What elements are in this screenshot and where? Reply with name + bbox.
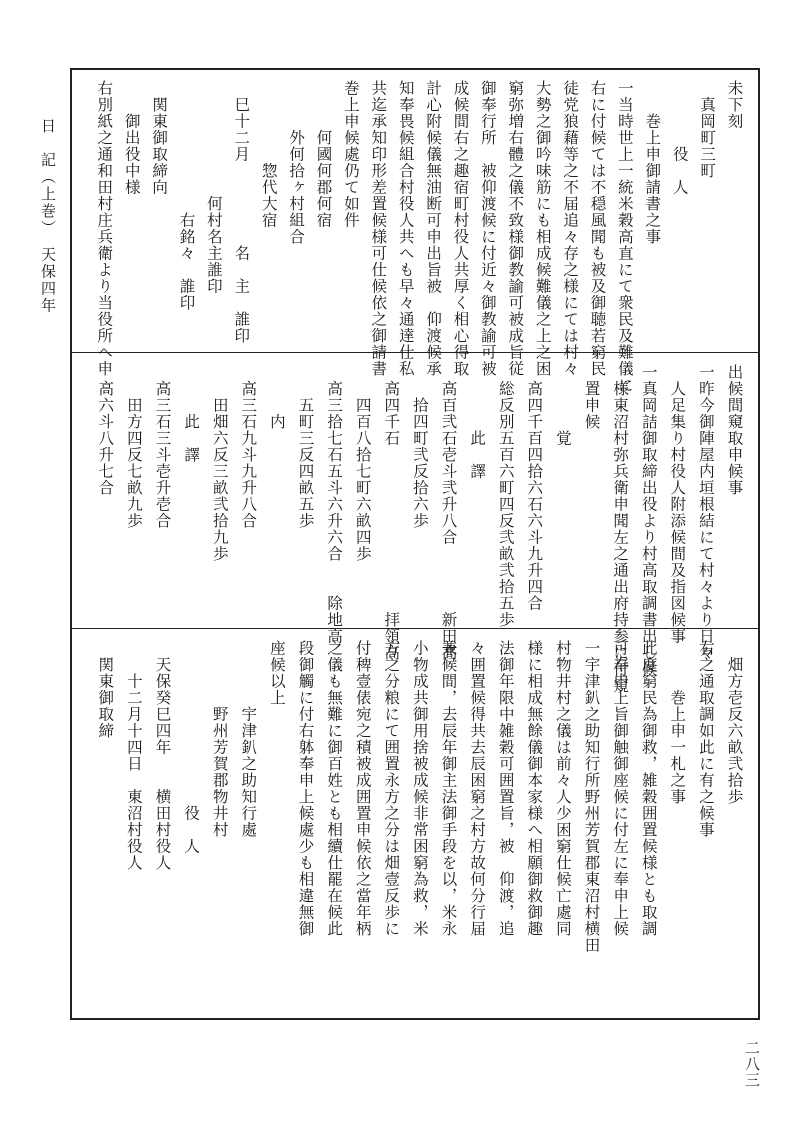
text-column: 右之通取調如此に有之候事 [696, 640, 715, 838]
text-column: 徒党狼藉等之不届追々存之様にては村々 [561, 80, 580, 377]
text-column: 惣代大宿 [259, 80, 278, 229]
text-column: 外何拾ヶ村組合 [287, 80, 306, 245]
text-column: 出候間窺取申候事 [725, 364, 744, 496]
text-column: 巳十二月 名 主 誰印 [232, 80, 251, 344]
text-column: 高四千石 拝領高 [382, 364, 401, 661]
text-column: 計心附候儀無油断可申出旨被 仰渡候承 [424, 80, 443, 377]
text-column: 未下刻 [725, 80, 744, 130]
text-column: 一宇津釟之助知行所野州芳賀郡東沼村横田 [582, 640, 601, 954]
text-column: 兼候間，去辰年御主法御手段を以，米永 [439, 640, 458, 937]
text-column: 拾四町弐反拾六歩 [410, 364, 429, 529]
text-column: 此 譯 [182, 364, 201, 463]
section-bottom [70, 632, 760, 1016]
text-column: 様東沼村弥兵衛申聞左之通出府持参に付窺 [611, 364, 630, 694]
text-column: 巻上申御請書之事 [643, 80, 662, 245]
text-column: 何國何郡何宿 [314, 80, 333, 229]
text-column: 巻上申一札之事 [668, 640, 687, 805]
text-column: 々囲置候得共去辰困窮之村方故何分行届 [468, 640, 487, 937]
running-head: 日 記（上巻） 天保四年 [39, 118, 57, 315]
text-column: 四百八拾七町六畝四歩 [353, 364, 372, 562]
text-column: 高三拾七石五斗六升六合 除地高 [325, 364, 344, 645]
text-column: 畑方壱反六畝弐拾歩 [725, 640, 744, 805]
text-column: 真岡町三町 [698, 80, 717, 179]
text-column: 此度窮民為御救，雑穀囲置候様とも取調 [639, 640, 658, 937]
text-column: 巻上申候處仍て如件 [341, 80, 360, 229]
text-column: 小物成共御用捨被成候非常困窮為救，米 [410, 640, 429, 937]
text-column: 役 人 [670, 80, 689, 196]
text-column: 方之分粮にて囲置永方之分は畑壹反歩に [382, 640, 401, 937]
text-column: 大勢之御吟味筋にも相成候難儀之上之困 [533, 80, 552, 377]
text-column: 人足集り村役人附添候間及指図候事 [668, 364, 687, 645]
text-column: 野州芳賀郡物井村 [210, 640, 229, 838]
text-column: 之儀も無難に御百姓とも相續仕罷在候此 [325, 640, 344, 937]
text-column: 役 人 [182, 640, 201, 855]
text-column: 関東御取締向 [150, 80, 169, 196]
text-column: 右に付候ては不穏風聞も被及御聴若窮民 [588, 80, 607, 377]
text-column: 右別紙之通和田村庄兵衛より当役所へ申 [95, 80, 114, 377]
text-column: 知奉畏候組合村役人共へも早々通達仕私 [396, 80, 415, 377]
text-column: 総反別五百六町四反弐畝弐拾五歩 [496, 364, 515, 628]
text-column: 一昨今御陣屋内垣根結にて村々より日々 [696, 364, 715, 661]
text-column: 法御年限中雑穀可囲置旨，被 仰渡，追 [496, 640, 515, 937]
text-column: 一当時世上一統米穀高直にて衆民及難儀に [615, 80, 634, 394]
text-column: 田方四反七畝九歩 [124, 364, 143, 529]
text-column: 共迄承知印形差置候様可仕候依之御請書 [369, 80, 388, 377]
text-column: 此 譯 [468, 364, 487, 480]
text-column: 座候以上 [267, 640, 286, 706]
text-column: 御奉行所 被仰渡候に付近々御教諭可被 [478, 80, 497, 377]
text-column: 五町三反四畝五歩 [296, 364, 315, 529]
text-column: 置申候 [582, 364, 601, 430]
text-column: 宇津釟之助知行處 [239, 640, 258, 838]
text-column: 何村名主誰印 [204, 80, 223, 295]
text-column: 十二月十四日 東沼村役人 [124, 640, 143, 871]
text-column: 高三石九斗九升八合 [239, 364, 258, 529]
text-column: 高六斗八升七合 [96, 364, 115, 496]
text-column: 御出役中様 [122, 80, 141, 196]
text-column: 窮弥増右體之儀不致様御教諭可被成旨従 [506, 80, 525, 377]
text-column: 田畑六反三畝弐拾九歩 [210, 364, 229, 562]
text-column: 様に相成無餘儀御本家様へ相願御救御趣 [525, 640, 544, 937]
text-column: 高三石三斗壱升壱合 [153, 364, 172, 529]
text-column: 一真岡詰御取締出役より村高取調書出し候 [639, 364, 658, 678]
section-top [70, 72, 760, 394]
text-column: 高四千百四拾六石六斗九升四合 [525, 364, 544, 612]
page-number: 二八三 [743, 1040, 761, 1088]
text-column: 関東御取締 [96, 640, 115, 739]
text-column: 段御觸に付右躰奉申上候處少も相違無御 [296, 640, 315, 937]
text-column: 天保癸巳四年 横田村役人 [153, 640, 172, 871]
text-column: 成候間右之趣宿町村役人共厚く相心得取 [451, 80, 470, 377]
text-column: 右銘々 誰印 [177, 80, 196, 311]
text-column: 内 [267, 364, 286, 430]
section-divider [70, 352, 760, 353]
text-column: 可奉申上旨御触御座候に付左に奉申上候 [611, 640, 630, 937]
text-column: 付稗壹俵宛之積被成囲置申候依之當年柄 [353, 640, 372, 937]
text-column: 村物井村之儀は前々人少困窮仕候亡處同 [553, 640, 572, 937]
text-column: 高百弐石壱斗弐升八合 新田高 [439, 364, 458, 661]
text-column: 覚 [553, 364, 572, 447]
